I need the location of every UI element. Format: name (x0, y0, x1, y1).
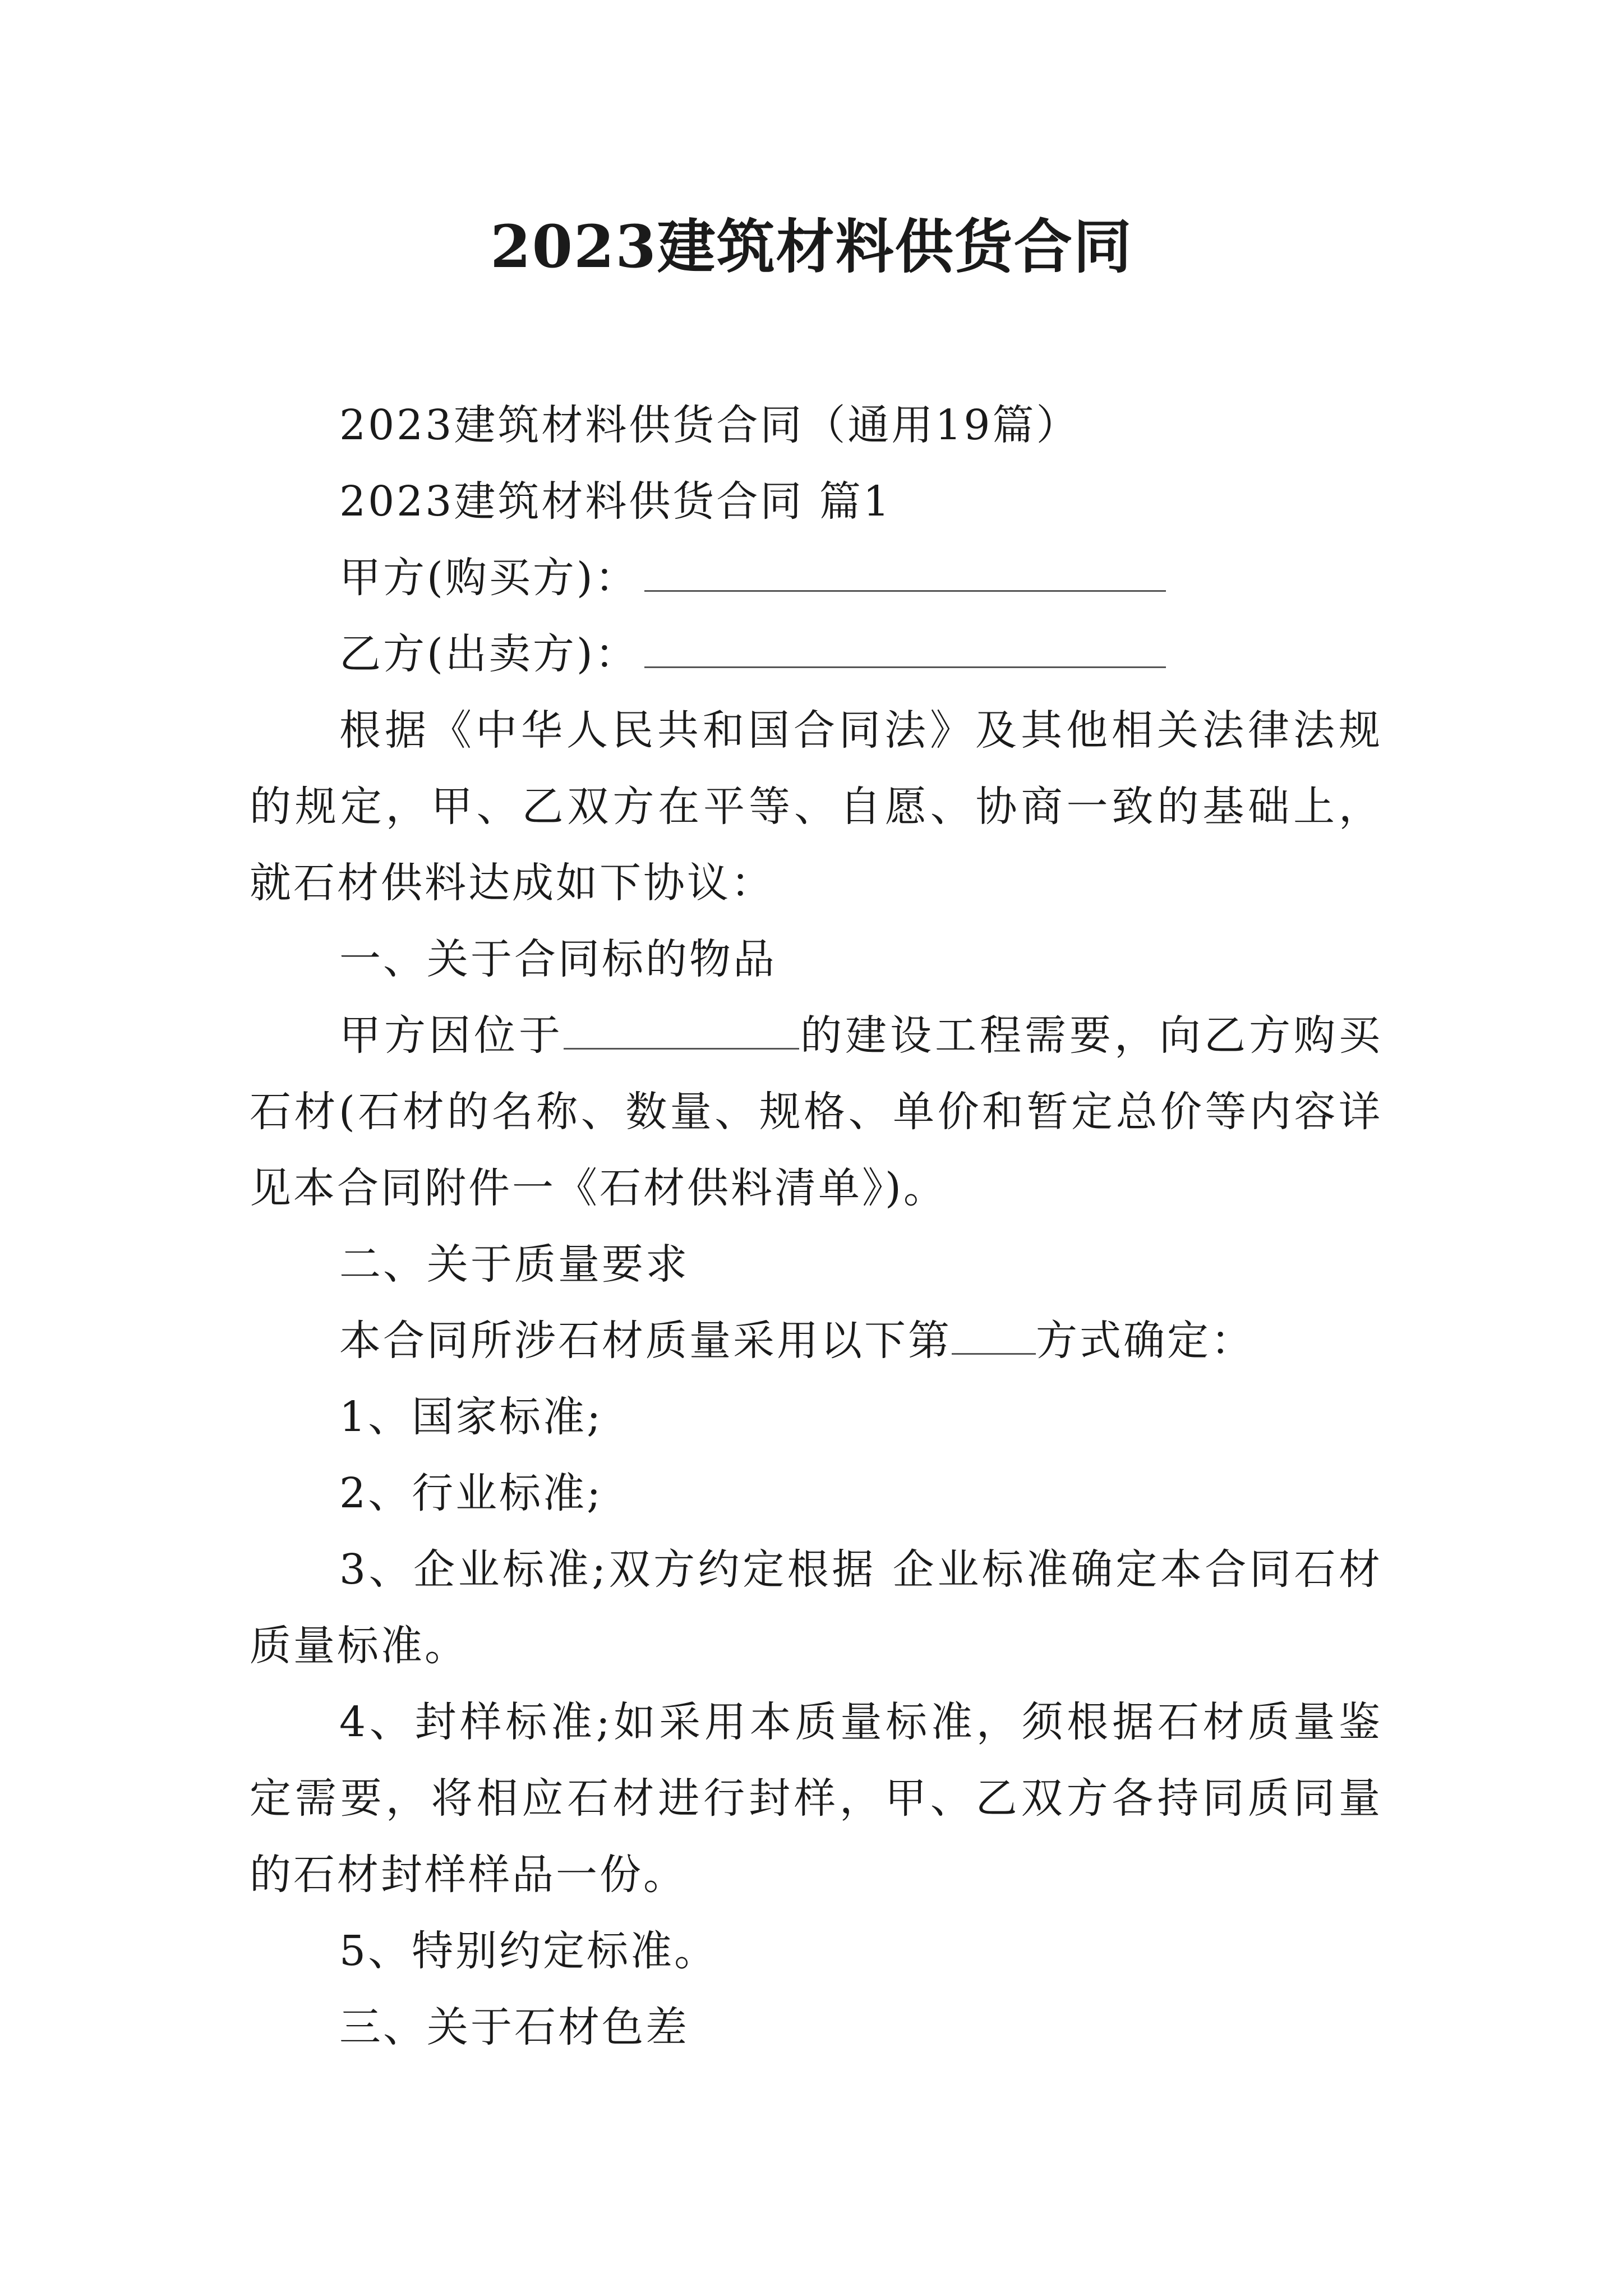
project-location-blank (564, 1009, 799, 1050)
quality-method-after: 方式确定： (1036, 1317, 1255, 1365)
clause-heading-1: 一、关于合同标的物品 (339, 935, 777, 983)
standard-item-5: 5、特别约定标准。 (339, 1927, 718, 1975)
preamble-paragraph: 根据《中华人民共和国合同法》及其他相关法律法规的规定，甲、乙双方在平等、自愿、协商一致的基础上，就石材供料达成如下协议： (250, 706, 1382, 907)
standard-item-3: 3、企业标准;双方约定根据 企业标准确定本合同石材质量标准。 (250, 1545, 1382, 1670)
standard-item-1: 1、国家标准; (339, 1393, 603, 1441)
document-title: 2023建筑材料供货合同 (490, 212, 1133, 281)
clause-1-text-before: 甲方因位于 (339, 1011, 564, 1060)
party-a-label: 甲方(购买方)： (339, 554, 639, 602)
clause-1-text-after: 的建设工程需要，向乙方购买石材(石材的名称、数量、规格、单价和暂定总价等内容详见本合同附件一《石材供料清单》)。 (250, 1011, 1382, 1212)
clause-1-paragraph (250, 997, 1382, 1226)
quality-method-before: 本合同所涉石材质量采用以下第 (339, 1317, 952, 1365)
clause-heading-2: 二、关于质量要求 (339, 1240, 689, 1289)
section-heading-part-1: 2023建筑材料供货合同 篇1 (339, 477, 892, 526)
party-a-blank (644, 551, 1166, 592)
quality-method-blank (952, 1314, 1036, 1355)
party-b-line (250, 616, 1382, 692)
standard-item-2: 2、行业标准; (339, 1469, 603, 1517)
party-b-label: 乙方(出卖方)： (339, 630, 639, 678)
standard-item-4: 4、封样标准;如采用本质量标准，须根据石材质量鉴定需要，将相应石材进行封样，甲、乙双方各持同质同量的石材封样样品一份。 (250, 1698, 1382, 1899)
quality-method-line (250, 1303, 1382, 1379)
party-b-blank (644, 627, 1166, 668)
clause-heading-3: 三、关于石材色差 (339, 2003, 689, 2051)
party-a-line (250, 540, 1382, 616)
subtitle-line: 2023建筑材料供货合同（通用19篇） (339, 401, 1080, 449)
document-body (250, 387, 1382, 2065)
